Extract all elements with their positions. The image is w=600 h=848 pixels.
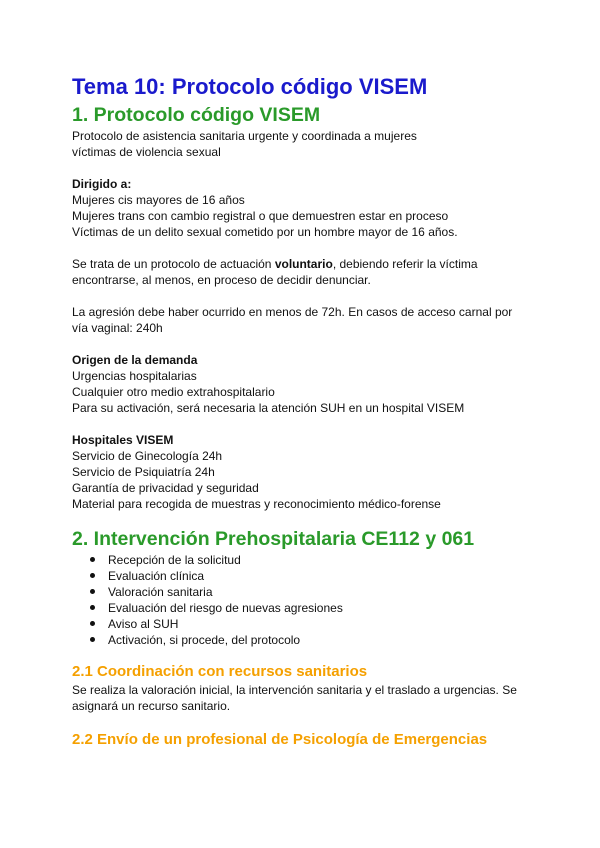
list-item: Garantía de privacidad y seguridad	[72, 481, 259, 495]
text-line: vía vaginal: 240h	[72, 321, 163, 335]
dirigido-label: Dirigido a:	[72, 177, 132, 191]
list-item: Cualquier otro medio extrahospitalario	[72, 385, 275, 399]
bullet-item: Evaluación clínica	[108, 568, 532, 584]
text-line: asignará un recurso sanitario.	[72, 699, 231, 713]
document-title: Tema 10: Protocolo código VISEM	[72, 74, 428, 99]
section-2-1-paragraph	[72, 682, 532, 714]
agresion-paragraph	[72, 304, 532, 336]
list-item: Para su activación, será necesaria la atención SUH en un hospital VISEM	[72, 401, 465, 415]
bullet-item: Valoración sanitaria	[108, 584, 532, 600]
document-page	[72, 72, 532, 750]
text-line: Protocolo de asistencia sanitaria urgente y coordinada a mujeres	[72, 129, 417, 143]
list-item: Víctimas de un delito sexual cometido por un hombre mayor de 16 años.	[72, 225, 458, 239]
text-line: Se realiza la valoración inicial, la intervención sanitaria y el traslado a urgencias. Se	[72, 683, 517, 697]
voluntario-emphasis: voluntario	[274, 257, 333, 271]
section-2-1-heading: 2.1 Coordinación con recursos sanitarios	[72, 663, 368, 680]
list-item: Mujeres cis mayores de 16 años	[72, 193, 245, 207]
text-line: La agresión debe haber ocurrido en menos de 72h. En casos de acceso carnal por	[72, 305, 513, 319]
text-line: víctimas de violencia sexual	[72, 145, 221, 159]
section-1-intro	[72, 128, 532, 160]
hospitales-label: Hospitales VISEM	[72, 433, 174, 447]
text-line	[72, 256, 532, 272]
bullet-item: Aviso al SUH	[108, 616, 532, 632]
bullet-item: Activación, si procede, del protocolo	[108, 632, 532, 648]
list-item: Urgencias hospitalarias	[72, 369, 197, 383]
text-fragment: Se trata de un protocolo de actuación	[72, 257, 275, 271]
dirigido-list	[72, 192, 532, 240]
list-item: Material para recogida de muestras y reconocimiento médico-forense	[72, 497, 441, 511]
hospitales-list	[72, 448, 532, 512]
text-fragment: , debiendo referir la víctima	[332, 257, 478, 271]
bullet-item: Evaluación del riesgo de nuevas agresiones	[108, 600, 532, 616]
list-item: Servicio de Ginecología 24h	[72, 449, 223, 463]
section-2-heading: 2. Intervención Prehospitalaria CE112 y 061	[72, 528, 475, 550]
origen-label: Origen de la demanda	[72, 353, 198, 367]
bullet-item: Recepción de la solicitud	[108, 552, 532, 568]
section-1-heading: 1. Protocolo código VISEM	[72, 104, 321, 126]
section-2-bullet-list	[72, 552, 532, 648]
list-item: Servicio de Psiquiatría 24h	[72, 465, 215, 479]
voluntario-paragraph	[72, 256, 532, 288]
section-2-2-heading: 2.2 Envío de un profesional de Psicología de Emergencias	[72, 731, 488, 748]
origen-list	[72, 368, 532, 416]
text-line: encontrarse, al menos, en proceso de decidir denunciar.	[72, 273, 371, 287]
list-item: Mujeres trans con cambio registral o que demuestren estar en proceso	[72, 209, 449, 223]
